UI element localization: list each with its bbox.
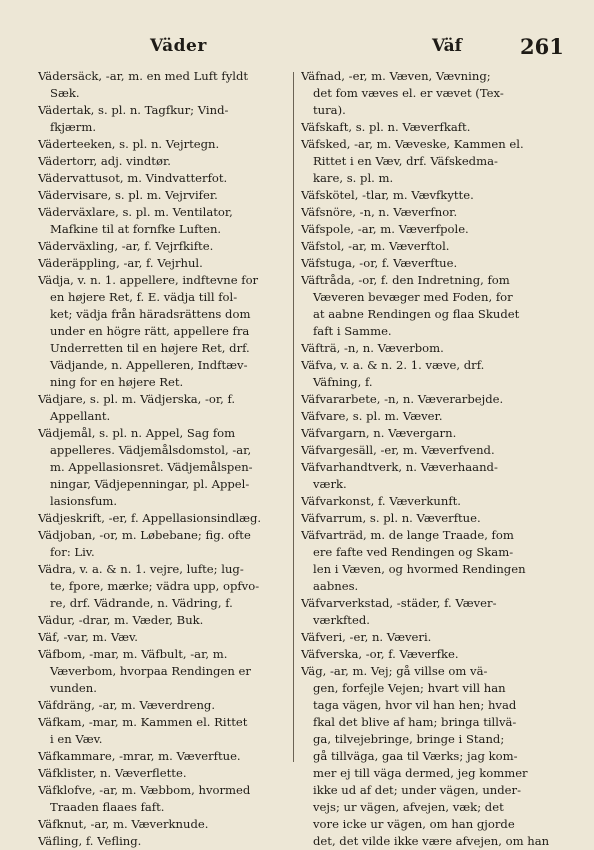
entry-line: Väderväxling, -ar, f. Vejrfkifte. <box>38 239 214 253</box>
entry-line: Väfdräng, -ar, m. Væverdreng. <box>38 698 216 712</box>
page-header <box>0 36 594 62</box>
entry-continuation-line: re, drf. Vädrande, n. Vädring, f. <box>50 596 233 610</box>
entry-line: Väfvargesäll, -er, m. Væverfvend. <box>301 443 495 457</box>
entry-continuation-line: værkfted. <box>313 613 370 627</box>
entry-line: Vädervattusot, m. Vindvatterfot. <box>38 171 228 185</box>
entry-line: Väfvarkonst, f. Væverkunft. <box>301 494 461 508</box>
entry-line: Väfklister, n. Væverflette. <box>38 766 187 780</box>
entry-line: Väg, -ar, m. Vej; gå villse om vä- <box>301 664 488 678</box>
entry-line: Väfskaft, s. pl. n. Væverfkaft. <box>301 120 471 134</box>
entry-line: Vädersäck, -ar, m. en med Luft fyldt <box>38 69 249 83</box>
entry-line: Väderäppling, -ar, f. Vejrhul. <box>38 256 203 270</box>
entry-continuation-line: len i Væven, og hvormed Rendingen <box>313 562 526 576</box>
entry-line: Väfsnöre, -n, n. Væverfnor. <box>301 205 458 219</box>
entry-continuation-line: ikke ud af det; under vägen, under- <box>313 783 522 797</box>
entry-line: Väfklofve, -ar, m. Væbbom, hvormed <box>38 783 251 797</box>
entry-line: Vädjemål, s. pl. n. Appel, Sag fom <box>38 426 236 440</box>
entry-line: Väfvarverkstad, -städer, f. Væver- <box>301 596 497 610</box>
entry-line: Väfträ, -n, n. Væverbom. <box>301 341 444 355</box>
header-right-word: Väf <box>432 36 462 56</box>
left-column <box>38 68 286 850</box>
entry-line: Väfverska, -or, f. Væverfke. <box>301 647 459 661</box>
entry-continuation-line: vunden. <box>50 681 97 695</box>
entry-continuation-line: en højere Ret, f. E. vädja till fol- <box>50 290 238 304</box>
entry-continuation-line: Vädjande, n. Appelleren, Indftæv- <box>50 358 248 372</box>
entry-line: Vädur, -drar, m. Væder, Buk. <box>38 613 204 627</box>
entry-line: Väfvare, s. pl. m. Væver. <box>301 409 443 423</box>
entry-continuation-line: ga, tilvejebringe, bringe i Stand; <box>313 732 505 746</box>
entry-line: Väfkam, -mar, m. Kammen el. Rittet <box>38 715 248 729</box>
entry-line: Väfling, f. Vefling. <box>38 834 142 848</box>
entry-line: Vädervisare, s. pl. m. Vejrvifer. <box>38 188 218 202</box>
entry-line: Väfkammare, -mrar, m. Væverftue. <box>38 749 241 763</box>
entry-line: Vädjoban, -or, m. Løbebane; fig. ofte <box>38 528 251 542</box>
entry-line: Väfvarträd, m. de lange Traade, fom <box>301 528 514 542</box>
entry-continuation-line: taga vägen, hvor vil han hen; hvad <box>313 698 517 712</box>
entry-continuation-line: for: Liv. <box>50 545 95 559</box>
entry-continuation-line: Væverbom, hvorpaa Rendingen er <box>50 664 251 678</box>
entry-continuation-line: mer ej till väga dermed, jeg kommer <box>313 766 528 780</box>
entry-continuation-line: Appellant. <box>50 409 111 423</box>
entry-line: Väftråda, -or, f. den Indretning, fom <box>301 273 510 287</box>
header-left-word: Väder <box>150 36 207 56</box>
entry-continuation-line: gå tillväga, gaa til Værks; jag kom- <box>313 749 518 763</box>
entry-line: Vädertorr, adj. vindtør. <box>38 154 171 168</box>
entry-line: Väfknut, -ar, m. Væverknude. <box>38 817 209 831</box>
entry-line: Väfbom, -mar, m. Väfbult, -ar, m. <box>38 647 228 661</box>
entry-line: Väfstuga, -or, f. Væverftue. <box>301 256 458 270</box>
entry-continuation-line: Væveren bevæger med Foden, for <box>313 290 513 304</box>
entry-continuation-line: ningar, Vädjepenningar, pl. Appel- <box>50 477 250 491</box>
entry-line: Väfvargarn, n. Vævergarn. <box>301 426 457 440</box>
column-divider <box>293 72 294 762</box>
entry-continuation-line: lasionsfum. <box>50 494 118 508</box>
entry-continuation-line: kare, s. pl. m. <box>313 171 394 185</box>
entry-line: Väderväxlare, s. pl. m. Ventilator, <box>38 205 233 219</box>
entry-continuation-line: det fom væves el. er vævet (Tex- <box>313 86 504 100</box>
entry-continuation-line: det, det vilde ikke være afvejen, om han <box>313 834 550 848</box>
entry-continuation-line: Sæk. <box>50 86 80 100</box>
entry-continuation-line: Mafkine til at fornfke Luften. <box>50 222 222 236</box>
entry-continuation-line: vore icke ur vägen, om han gjorde <box>313 817 515 831</box>
entry-continuation-line: under en högre rätt, appellere fra <box>50 324 250 338</box>
entry-continuation-line: Väfning, f. <box>313 375 373 389</box>
entry-line: Vädjeskrift, -er, f. Appellasionsindlæg. <box>38 511 262 525</box>
entry-line: Väfvarrum, s. pl. n. Væverftue. <box>301 511 481 525</box>
entry-line: Vädjare, s. pl. m. Vädjerska, -or, f. <box>38 392 236 406</box>
entry-line: Vädertak, s. pl. n. Tagfkur; Vind- <box>38 103 229 117</box>
entry-line: Väfvarhandtverk, n. Væverhaand- <box>301 460 498 474</box>
entry-continuation-line: værk. <box>313 477 347 491</box>
entry-continuation-line: Traaden flaaes faft. <box>50 800 165 814</box>
entry-continuation-line: ning for en højere Ret. <box>50 375 184 389</box>
entry-continuation-line: te, fpore, mærke; vädra upp, opfvo- <box>50 579 260 593</box>
right-column <box>301 68 555 850</box>
entry-continuation-line: tura). <box>313 103 346 117</box>
entry-line: Väfspole, -ar, m. Væverfpole. <box>301 222 469 236</box>
entry-continuation-line: vejs; ur vägen, afvejen, væk; det <box>313 800 504 814</box>
entry-line: Väfveri, -er, n. Væveri. <box>301 630 432 644</box>
entry-continuation-line: i en Væv. <box>50 732 103 746</box>
entry-line: Väfskötel, -tlar, m. Vævfkytte. <box>301 188 474 202</box>
entry-line: Väfva, v. a. & n. 2. 1. væve, drf. <box>301 358 485 372</box>
entry-continuation-line: faft i Samme. <box>313 324 392 338</box>
entry-continuation-line: at aabne Rendingen og flaa Skudet <box>313 307 520 321</box>
entry-continuation-line: ere fafte ved Rendingen og Skam- <box>313 545 514 559</box>
entry-line: Väfstol, -ar, m. Væverftol. <box>301 239 450 253</box>
page-number: 261 <box>520 34 564 59</box>
entry-line: Väfsked, -ar, m. Væveske, Kammen el. <box>301 137 524 151</box>
entry-continuation-line: aabnes. <box>313 579 359 593</box>
entry-line: Vädra, v. a. & n. 1. vejre, lufte; lug- <box>38 562 244 576</box>
entry-line: Vädja, v. n. 1. appellere, indftevne for <box>38 273 259 287</box>
entry-line: Väderteeken, s. pl. n. Vejrtegn. <box>38 137 220 151</box>
entry-line: Väfnad, -er, m. Væven, Vævning; <box>301 69 491 83</box>
entry-line: Väfvararbete, -n, n. Væverarbejde. <box>301 392 504 406</box>
entry-continuation-line: fkal det blive af ham; bringa tillvä- <box>313 715 517 729</box>
entry-continuation-line: m. Appellasionsret. Vädjemålspen- <box>50 460 253 474</box>
entry-continuation-line: Rittet i en Væv, drf. Väfskedma- <box>313 154 498 168</box>
entry-continuation-line: gen, forfejle Vejen; hvart vill han <box>313 681 506 695</box>
entry-continuation-line: ket; vädja från häradsrättens dom <box>50 307 251 321</box>
entry-continuation-line: Underretten til en højere Ret, drf. <box>50 341 250 355</box>
entry-continuation-line: appelleres. Vädjemålsdomstol, -ar, <box>50 443 252 457</box>
entry-line: Väf, -var, m. Væv. <box>38 630 138 644</box>
entry-continuation-line: fkjærm. <box>50 120 97 134</box>
